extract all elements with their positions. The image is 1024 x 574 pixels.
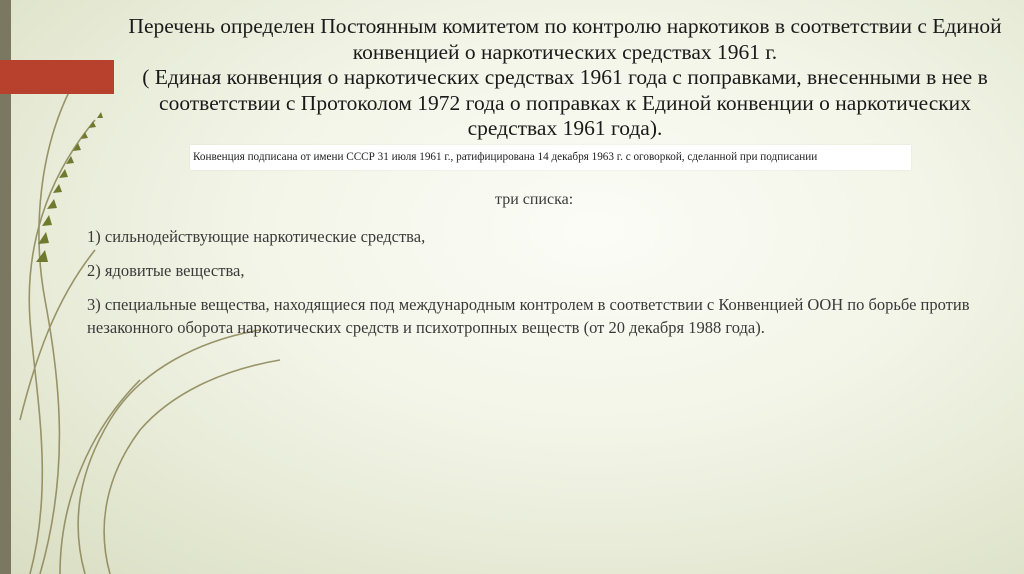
title-line: Перечень определен Постоянным комитетом по контролю наркотиков в соответствии с Единой — [128, 14, 1002, 38]
list-item: 2) ядовитые вещества, — [87, 261, 245, 280]
list-item: 1) сильнодействующие наркотические средства, — [87, 227, 426, 246]
accent-tab — [0, 60, 114, 94]
title-line: средствах 1961 года). — [467, 116, 663, 140]
title-line: ( Единая конвенция о наркотических средствах 1961 года с поправками, внесенными в нее в — [142, 65, 988, 89]
list-item: 3) специальные вещества, находящиеся под международным контролем в соответствии с Конвенцией ООН по борьбе против незаконного оборота наркотических средств и психотропных веществ (от 20 декабря 1988 года). — [87, 295, 970, 337]
ratification-note: Конвенция подписана от имени СССР 31 июля 1961 г., ратифицирована 14 декабря 1963 г. с оговоркой, сделанной при подписании — [190, 145, 911, 170]
title-line: конвенцией о наркотических средствах 1961 г. — [352, 39, 778, 64]
lists-subheading: три списка: — [495, 191, 574, 208]
slide-title — [125, 14, 1005, 142]
title-line: соответствии с Протоколом 1972 года о поправках к Единой конвенции о наркотических — [159, 90, 971, 115]
